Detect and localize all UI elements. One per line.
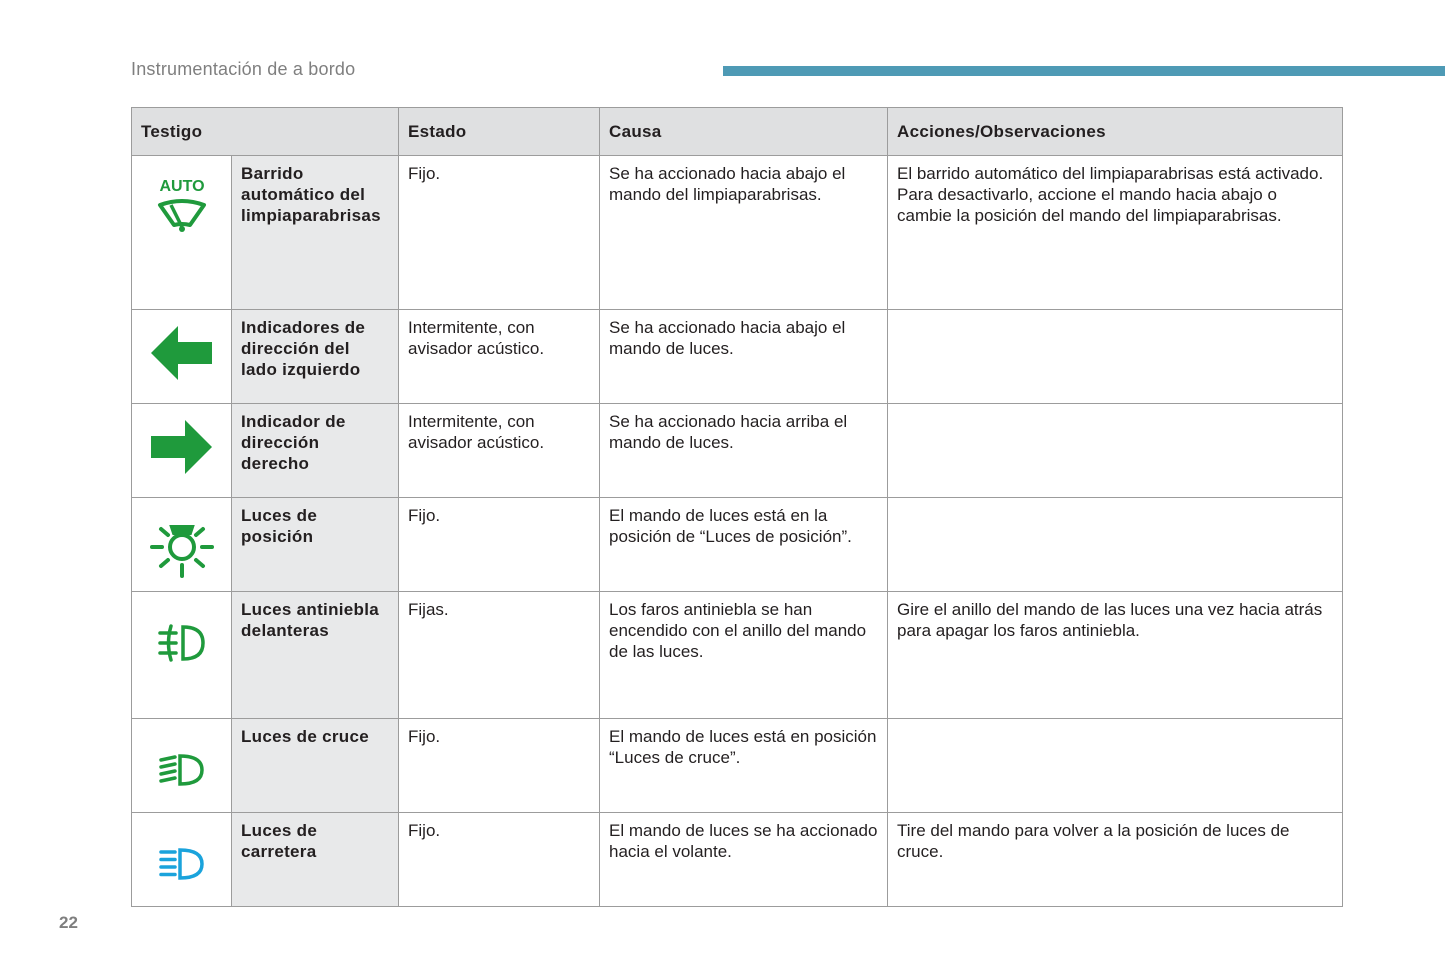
testigo-name: Luces de posición <box>232 498 399 592</box>
icon-cell <box>132 719 232 813</box>
section-title: Instrumentación de a bordo <box>131 59 356 79</box>
table-row <box>132 592 1343 719</box>
column-header-estado: Estado <box>399 108 600 156</box>
position-lights-icon <box>150 521 214 579</box>
acciones-cell <box>888 719 1343 813</box>
estado-cell: Fijo. <box>399 498 600 592</box>
testigo-name: Barrido automático del limpiaparabrisas <box>232 156 399 310</box>
table-row <box>132 498 1343 592</box>
testigo-name: Luces de carretera <box>232 813 399 907</box>
estado-cell: Intermitente, con avisador acústico. <box>399 310 600 404</box>
estado-cell: Intermitente, con avisador acústico. <box>399 404 600 498</box>
causa-cell: El mando de luces está en posición “Luces de cruce”. <box>600 719 888 813</box>
table-header-row <box>132 108 1343 156</box>
causa-cell: Se ha accionado hacia abajo el mando del limpiaparabrisas. <box>600 156 888 310</box>
front-fog-lights-icon <box>157 623 207 663</box>
causa-cell: Se ha accionado hacia arriba el mando de luces. <box>600 404 888 498</box>
causa-cell: El mando de luces se ha accionado hacia el volante. <box>600 813 888 907</box>
table-row <box>132 719 1343 813</box>
warning-lights-table <box>131 107 1343 907</box>
acciones-cell: El barrido automático del limpiaparabrisas está activado. Para desactivarlo, accione el mando hacia abajo o cambie la posición del mando del limpiaparabrisas. <box>888 156 1343 310</box>
causa-cell: El mando de luces está en la posición de “Luces de posición”. <box>600 498 888 592</box>
icon-cell <box>132 813 232 907</box>
acciones-cell <box>888 498 1343 592</box>
testigo-name: Indicadores de dirección del lado izquierdo <box>232 310 399 404</box>
causa-cell: Se ha accionado hacia abajo el mando de luces. <box>600 310 888 404</box>
left-arrow-icon <box>151 326 213 380</box>
header-accent-bar <box>723 66 1445 76</box>
testigo-name: Indicador de dirección derecho <box>232 404 399 498</box>
table-row <box>132 813 1343 907</box>
icon-cell <box>132 592 232 719</box>
column-header-acciones: Acciones/Observaciones <box>888 108 1343 156</box>
high-beam-icon <box>158 847 206 881</box>
estado-cell: Fijo. <box>399 156 600 310</box>
icon-cell <box>132 404 232 498</box>
icon-cell <box>132 498 232 592</box>
causa-cell: Los faros antiniebla se han encendido con el anillo del mando de las luces. <box>600 592 888 719</box>
svg-text:AUTO: AUTO <box>158 178 205 195</box>
testigo-name: Luces de cruce <box>232 719 399 813</box>
column-header-causa: Causa <box>600 108 888 156</box>
right-arrow-icon <box>151 420 213 474</box>
auto-wiper-icon <box>154 175 210 237</box>
acciones-cell <box>888 310 1343 404</box>
table-row <box>132 404 1343 498</box>
estado-cell: Fijo. <box>399 813 600 907</box>
estado-cell: Fijas. <box>399 592 600 719</box>
acciones-cell <box>888 404 1343 498</box>
acciones-cell: Gire el anillo del mando de las luces una vez hacia atrás para apagar los faros antiniebla. <box>888 592 1343 719</box>
acciones-cell: Tire del mando para volver a la posición de luces de cruce. <box>888 813 1343 907</box>
low-beam-icon <box>158 753 206 787</box>
table-row <box>132 310 1343 404</box>
icon-cell <box>132 156 232 310</box>
column-header-testigo: Testigo <box>132 108 399 156</box>
testigo-name: Luces antiniebla delanteras <box>232 592 399 719</box>
table-row <box>132 156 1343 310</box>
page-number: 22 <box>59 913 78 932</box>
icon-cell <box>132 310 232 404</box>
estado-cell: Fijo. <box>399 719 600 813</box>
